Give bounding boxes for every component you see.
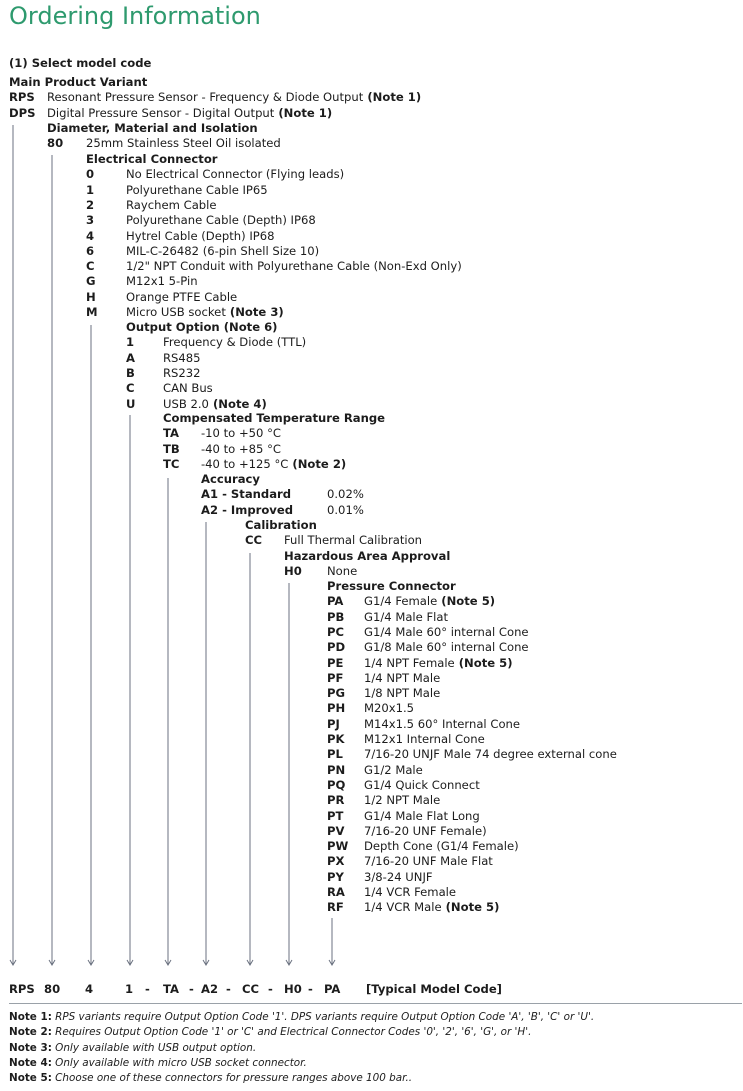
footnote-label: Note 5: xyxy=(9,1072,52,1085)
code-separator: - xyxy=(308,982,313,996)
section-heading: (1) Select model code xyxy=(9,56,152,70)
footnote-text: Requires Output Option Code '1' or 'C' and Electrical Connector Codes '0', '2', '6', 'G', or 'H'. xyxy=(51,1026,532,1039)
option-description: Micro USB socket xyxy=(126,305,226,319)
option-description: 7/16-20 UNF Female) xyxy=(364,823,487,838)
pressure-desc xyxy=(364,749,617,761)
diameter-desc xyxy=(86,138,281,150)
calibration-code: CC xyxy=(245,533,263,548)
footnote-label: Note 1: xyxy=(9,1011,52,1023)
footnote-label: Note 3: xyxy=(9,1041,52,1054)
option-description: Polyurethane Cable IP65 xyxy=(126,182,268,197)
accuracy-desc xyxy=(327,502,364,517)
code-separator: - xyxy=(189,982,194,996)
option-description: RS485 xyxy=(163,350,201,365)
pressure-desc xyxy=(364,887,456,899)
connector-desc xyxy=(126,276,198,288)
option-description: M20x1.5 xyxy=(364,701,415,716)
connector-desc xyxy=(126,261,462,273)
option-description: Depth Cone (G1/4 Female) xyxy=(364,839,519,854)
option-description: M14x1.5 60° Internal Cone xyxy=(364,716,521,731)
typical-code-part: A2 xyxy=(201,982,219,996)
option-description: 1/2 NPT Male xyxy=(364,793,441,808)
connector-code: 3 xyxy=(86,213,95,228)
footnote xyxy=(9,1058,307,1068)
typical-code-part: 80 xyxy=(44,982,61,996)
typical-code-part: CC xyxy=(242,982,260,996)
pressure-code: RF xyxy=(327,900,344,915)
pressure-code: RA xyxy=(327,885,345,899)
pressure-desc xyxy=(364,670,441,685)
pressure-code: PJ xyxy=(327,716,340,731)
option-description: No Electrical Connector (Flying leads) xyxy=(126,167,345,182)
option-description: -10 to +50 °C xyxy=(201,426,281,441)
option-description: M12x1 5-Pin xyxy=(126,274,198,289)
output-code: 1 xyxy=(126,335,135,350)
option-description: MIL-C-26482 (6-pin Shell Size 10) xyxy=(126,243,320,258)
pressure-code: PY xyxy=(327,869,344,884)
connector-desc xyxy=(126,197,217,212)
option-description: G1/4 Male 60° internal Cone xyxy=(364,624,529,639)
temperature-code: TC xyxy=(163,456,180,471)
pressure-desc xyxy=(364,777,480,792)
pressure-code: PW xyxy=(327,839,349,854)
connector-desc xyxy=(126,307,284,319)
connector-code: 6 xyxy=(86,243,95,258)
option-description: 1/4 VCR Female xyxy=(364,885,457,899)
main-variant-desc xyxy=(47,105,333,120)
pressure-code: PX xyxy=(327,854,345,869)
option-description: M12x1 Internal Cone xyxy=(364,732,485,746)
pressure-desc xyxy=(364,688,440,700)
pressure-desc xyxy=(364,703,414,715)
output-desc xyxy=(163,383,213,395)
typical-code-part: TA xyxy=(163,982,179,996)
pressure-code: PF xyxy=(327,670,344,685)
pressure-desc xyxy=(364,624,529,639)
option-description: 0.02% xyxy=(327,487,364,502)
output-code: A xyxy=(126,350,135,365)
typical-code-part: H0 xyxy=(284,982,302,996)
temperature-heading: Compensated Temperature Range xyxy=(163,411,386,425)
pressure-code: PG xyxy=(327,686,346,701)
page-title: Ordering Information xyxy=(9,2,261,30)
pressure-code: PL xyxy=(327,747,343,762)
option-description: Polyurethane Cable (Depth) IP68 xyxy=(126,213,316,228)
pressure-code: PT xyxy=(327,808,344,823)
pressure-code: PK xyxy=(327,732,345,746)
pressure-desc xyxy=(364,655,513,670)
pressure-code: PC xyxy=(327,624,345,639)
option-description: 3/8-24 UNJF xyxy=(364,869,433,884)
option-note-ref: (Note 4) xyxy=(208,396,267,411)
footnote-label: Note 2: xyxy=(9,1026,52,1039)
option-note-ref: (Note 5) xyxy=(441,900,500,915)
option-description: Frequency & Diode (TTL) xyxy=(163,335,307,350)
option-note-ref: (Note 1) xyxy=(274,105,333,120)
option-description: Resonant Pressure Sensor - Frequency & Diode Output xyxy=(47,90,364,105)
option-description: Digital Pressure Sensor - Digital Output xyxy=(47,105,275,120)
output-desc xyxy=(163,350,201,365)
option-description: Full Thermal Calibration xyxy=(284,533,423,548)
option-description: CAN Bus xyxy=(163,381,213,396)
main-variant-code: DPS xyxy=(9,105,36,120)
pressure-desc xyxy=(364,856,493,868)
option-note-ref: (Note 2) xyxy=(288,456,347,471)
accuracy-heading: Accuracy xyxy=(201,472,260,486)
option-note-ref: (Note 5) xyxy=(437,594,496,609)
accuracy-code: A1 - Standard xyxy=(201,487,292,502)
option-note-ref: (Note 1) xyxy=(363,90,422,105)
temperature-desc xyxy=(201,456,347,471)
pressure-code: PE xyxy=(327,655,344,670)
footnote-text: Only available with USB output option. xyxy=(51,1041,257,1054)
output-code: B xyxy=(126,365,135,380)
footnote-label: Note 4: xyxy=(9,1056,52,1069)
connector-code: G xyxy=(86,274,96,289)
connector-heading: Electrical Connector xyxy=(86,152,218,166)
pressure-desc xyxy=(364,841,519,853)
option-description: 1/4 NPT Female xyxy=(364,655,455,670)
pressure-desc xyxy=(364,642,529,654)
option-description: 25mm Stainless Steel Oil isolated xyxy=(86,136,281,151)
hazardous-heading: Hazardous Area Approval xyxy=(284,549,451,563)
connector-code: 2 xyxy=(86,197,95,212)
option-description: 7/16-20 UNF Male Flat xyxy=(364,854,493,869)
pressure-desc xyxy=(364,795,440,807)
temperature-desc xyxy=(201,428,281,440)
typical-code-part: 4 xyxy=(85,982,94,996)
accuracy-code: A2 - Improved xyxy=(201,502,294,517)
option-description: None xyxy=(327,564,358,579)
option-description: Orange PTFE Cable xyxy=(126,289,238,304)
typical-code-part: RPS xyxy=(9,982,35,996)
footnote xyxy=(9,1027,531,1037)
pressure-code: PD xyxy=(327,640,346,655)
option-description: 0.01% xyxy=(327,502,364,517)
connector-desc xyxy=(126,169,344,181)
connector-desc xyxy=(126,215,316,227)
temperature-code: TA xyxy=(163,426,179,441)
connector-code: 4 xyxy=(86,228,95,243)
pressure-code: PQ xyxy=(327,777,346,792)
footnote xyxy=(9,1043,256,1053)
connector-code: 0 xyxy=(86,167,95,182)
pressure-desc xyxy=(364,869,433,884)
option-description: G1/4 Quick Connect xyxy=(364,777,480,792)
option-description: -40 to +125 °C xyxy=(201,456,289,471)
option-description: -40 to +85 °C xyxy=(201,441,281,456)
pressure-code: PA xyxy=(327,594,344,609)
code-separator: - xyxy=(268,982,273,996)
accuracy-desc xyxy=(327,489,364,501)
connector-desc xyxy=(126,289,238,304)
option-description: G1/8 Male 60° internal Cone xyxy=(364,640,529,655)
footnote-text: RPS variants require Output Option Code '1'. DPS variants require Output Option Code 'A', 'B', 'C' or 'U'. xyxy=(51,1011,595,1023)
output-desc xyxy=(163,365,201,380)
output-desc xyxy=(163,337,306,349)
option-description: G1/4 Male Flat xyxy=(364,609,449,624)
connector-code: H xyxy=(86,289,96,304)
connector-desc xyxy=(126,182,268,197)
pressure-desc xyxy=(364,716,521,731)
code-separator: - xyxy=(145,982,150,996)
diameter-code: 80 xyxy=(47,136,64,151)
footnote xyxy=(9,1012,594,1022)
connector-code: 1 xyxy=(86,182,95,197)
pressure-desc xyxy=(364,609,449,624)
temperature-desc xyxy=(201,441,281,456)
option-description: 7/16-20 UNJF Male 74 degree external cone xyxy=(364,747,617,762)
option-description: G1/4 Female xyxy=(364,594,438,609)
connector-desc xyxy=(126,228,275,243)
pressure-code: PN xyxy=(327,762,346,777)
typical-code-part: 1 xyxy=(125,982,134,996)
option-description: 1/2" NPT Conduit with Polyurethane Cable (Non-Exd Only) xyxy=(126,259,462,274)
connector-code: M xyxy=(86,305,98,319)
typical-code-part: PA xyxy=(324,982,341,996)
option-description: G1/4 Male Flat Long xyxy=(364,808,480,823)
main-variant-heading: Main Product Variant xyxy=(9,75,148,89)
output-desc xyxy=(163,396,267,411)
output-code: U xyxy=(126,396,136,411)
pressure-code: PH xyxy=(327,701,346,716)
connector-desc xyxy=(126,243,320,258)
typical-code-label: [Typical Model Code] xyxy=(366,982,502,996)
option-description: RS232 xyxy=(163,365,201,380)
pressure-heading: Pressure Connector xyxy=(327,579,456,593)
hazardous-desc xyxy=(327,566,357,578)
option-description: USB 2.0 xyxy=(163,396,209,411)
footnote-text: Only available with micro USB socket connector. xyxy=(51,1056,307,1069)
option-description: Raychem Cable xyxy=(126,197,217,212)
calibration-heading: Calibration xyxy=(245,518,317,532)
pressure-desc xyxy=(364,902,499,914)
pressure-desc xyxy=(364,762,423,777)
main-variant-desc xyxy=(47,92,421,104)
option-note-ref: (Note 3) xyxy=(225,305,284,319)
footnote xyxy=(9,1073,412,1083)
output-code: C xyxy=(126,381,135,396)
option-description: 1/4 VCR Male xyxy=(364,900,442,915)
calibration-desc xyxy=(284,535,422,547)
pressure-code: PB xyxy=(327,609,345,624)
pressure-desc xyxy=(364,808,480,823)
option-description: 1/8 NPT Male xyxy=(364,686,441,701)
footnote-divider xyxy=(9,1003,742,1004)
option-note-ref: (Note 5) xyxy=(454,655,513,670)
code-separator: - xyxy=(226,982,231,996)
diameter-heading: Diameter, Material and Isolation xyxy=(47,121,258,135)
connector-code: C xyxy=(86,259,95,274)
pressure-code: PV xyxy=(327,823,345,838)
option-description: G1/2 Male xyxy=(364,762,423,777)
option-description: 1/4 NPT Male xyxy=(364,670,441,685)
pressure-desc xyxy=(364,596,495,608)
option-description: Hytrel Cable (Depth) IP68 xyxy=(126,228,275,243)
pressure-code: PR xyxy=(327,793,345,808)
main-variant-code: RPS xyxy=(9,90,35,105)
temperature-code: TB xyxy=(163,441,180,456)
hazardous-code: H0 xyxy=(284,564,302,579)
output-heading: Output Option (Note 6) xyxy=(126,320,278,334)
footnote-text: Choose one of these connectors for pressure ranges above 100 bar.. xyxy=(51,1072,413,1085)
pressure-desc xyxy=(364,734,485,746)
pressure-desc xyxy=(364,823,487,838)
